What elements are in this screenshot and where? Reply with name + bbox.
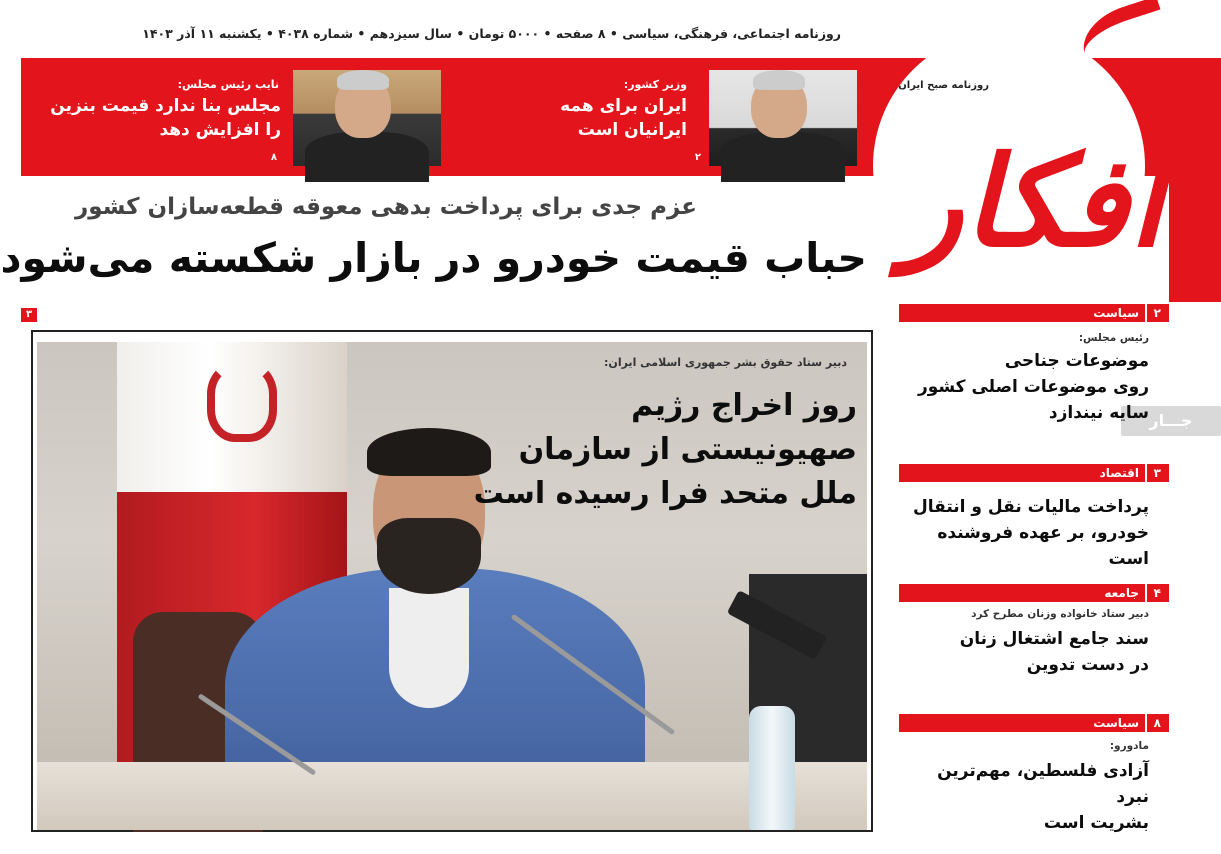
teaser-photo-interior-minister [709,70,857,166]
section-item[interactable] [899,714,1169,834]
section-item[interactable] [899,304,1169,454]
section-title: آزادی فلسطین، مهم‌ترین نبرد بشریت است [937,761,1149,833]
masthead-slogan: روزنامه صبح ایران [898,80,989,91]
section-kicker: رئیس مجلس: [1078,332,1149,344]
teaser-deputy-speaker[interactable] [29,64,441,170]
teaser-kicker: وزیر کشور: [623,78,687,91]
headline-subhead: عزم جدی برای پرداخت بدهی معوقه قطعه‌سازان کشور [75,194,697,220]
section-tag: جـــار [1121,406,1221,436]
section-page-number: ۴ [1153,586,1161,600]
section-item[interactable] [899,584,1169,704]
photo-story-kicker: دبیر ستاد حقوق بشر جمهوری اسلامی ایران: [604,356,847,369]
masthead-info-line: روزنامه اجتماعی، فرهنگی، سیاسی • ۸ صفحه • ۵۰۰۰ تومان • سال سیزدهم • شماره ۴۰۳۸ • یکشنبه ۱۱ آذر ۱۴۰۳ [142,26,841,41]
section-bar [899,584,1169,602]
section-page-number: ۲ [1153,306,1161,320]
teaser-page-number: ۲ [694,152,701,163]
teaser-title: ایران برای همه ایرانیان است [560,96,687,140]
section-name: سیاست [1093,716,1139,730]
teaser-title: مجلس بنا ندارد قیمت بنزین را افزایش دهد [50,96,281,140]
teaser-interior-minister[interactable] [449,64,867,170]
headline-page-badge: ۳ [21,308,37,322]
headline-main[interactable]: حباب قیمت خودرو در بازار شکسته می‌شود [0,234,867,282]
teaser-page-number: ۸ [270,152,277,163]
newspaper-logo[interactable]: افکار [903,130,1163,275]
section-page-number: ۸ [1153,716,1161,730]
section-kicker: دبیر ستاد خانواده وزنان مطرح کرد [971,608,1149,620]
section-name: جامعه [1104,586,1139,600]
section-bar [899,714,1169,732]
photo-story-title[interactable]: روز اخراج رژیم صهیونیستی از سازمان ملل متحد فرا رسیده است [473,388,857,511]
section-title: موضوعات جناحی روی موضوعات اصلی کشور سایه نیندازد [917,351,1149,423]
desk [37,762,867,830]
section-name: سیاست [1093,306,1139,320]
section-bar [899,304,1169,322]
section-bar [899,464,1169,482]
section-title: پرداخت مالیات نقل و انتقال خودرو، بر عهده فروشنده است [912,497,1149,569]
teaser-photo-deputy-speaker [293,70,441,166]
section-item[interactable] [899,464,1169,574]
section-name: اقتصاد [1099,466,1139,480]
section-kicker: مادورو: [1109,740,1149,752]
section-page-number: ۳ [1153,466,1161,480]
water-bottle [749,706,795,830]
teaser-kicker: نایب رئیس مجلس: [177,78,279,91]
section-title: سند جامع اشتغال زنان در دست تدوین [959,629,1149,675]
